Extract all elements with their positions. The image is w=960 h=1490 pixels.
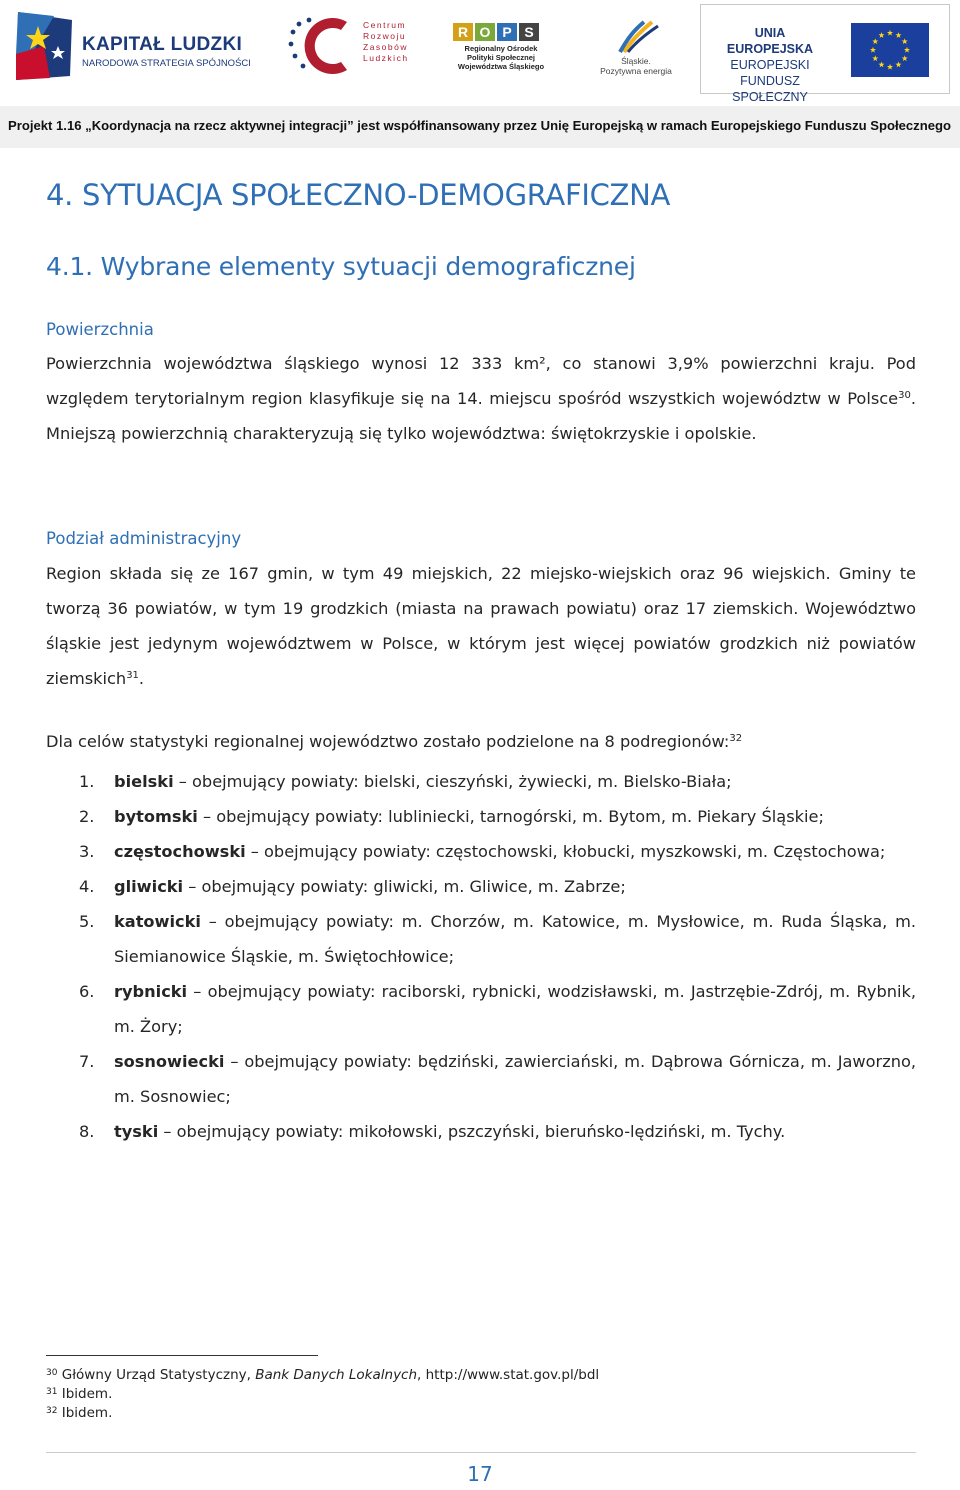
list-item-desc: – obejmujący powiaty: gliwicki, m. Gliwice, m. Zabrze; [183, 877, 626, 896]
crzl-line-4: Ludzkich [363, 53, 409, 63]
footnote-32 [46, 1404, 599, 1423]
footnote-30-link[interactable]: , http://www.stat.gov.pl/bdl [417, 1367, 600, 1383]
list-item-number: 6. [79, 982, 95, 1001]
list-item-desc: – obejmujący powiaty: bielski, cieszyński, żywiecki, m. Bielsko-Biała; [173, 772, 732, 791]
project-header-text: Projekt 1.16 „Koordynacja na rzecz aktywnej integracji” jest współfinansowany przez Unię Europejską w ramach Europejskiego Funduszu Społecznego [8, 118, 952, 133]
list-item-name: bytomski [114, 807, 198, 826]
slaskie-logo [598, 18, 674, 80]
paragraph-area-text-end: . Mniejszą powierzchnią charakteryzują się tylko województwa: świętokrzyskie i opolskie. [46, 389, 916, 443]
list-item-desc: – obejmujący powiaty: będziński, zawierciański, m. Dąbrowa Górnicza, m. Jaworzno, m. Sosnowiec; [114, 1052, 916, 1106]
eu-star-icon [887, 64, 893, 70]
page-footer-divider [46, 1452, 916, 1453]
list-item-number: 3. [79, 842, 95, 861]
rops-logo [445, 20, 557, 80]
rops-text-2: Polityki Społecznej [467, 53, 535, 62]
footnotes [46, 1366, 599, 1423]
list-item [46, 1044, 916, 1114]
subregions-intro-text: Dla celów statystyki regionalnej województwo zostało podzielone na 8 podregionów: [46, 732, 730, 751]
eu-line-3: FUNDUSZ SPOŁECZNY [732, 74, 808, 104]
list-item-name: gliwicki [114, 877, 184, 896]
list-item [46, 1114, 916, 1149]
paragraph-area-text: Powierzchnia województwa śląskiego wynosi 12 333 km², co stanowi 3,9% powierzchni kraju. Pod względem terytorialnym region klasyfikuje się na 14. miejscu spośród wszystkich województw w Polsce [46, 354, 916, 408]
footnote-30-number: 30 [46, 1368, 58, 1378]
crzl-line-2: Rozwoju [363, 31, 407, 41]
logo-bar [0, 0, 960, 104]
list-item [46, 834, 916, 869]
list-item [46, 904, 916, 974]
kapital-ludzki-subtitle: NARODOWA STRATEGIA SPÓJNOŚCI [82, 58, 251, 69]
footnote-32-text: Ibidem. [57, 1405, 113, 1421]
kapital-ludzki-flag-icon [14, 10, 76, 82]
footnote-ref-32[interactable]: 32 [729, 733, 743, 744]
subsection-title-administration: Podział administracyjny [46, 529, 242, 548]
crzl-emblem-icon [285, 14, 361, 78]
subregions-intro [46, 732, 742, 751]
project-header [0, 106, 960, 148]
footnote-31-number: 31 [46, 1387, 58, 1397]
eu-star-icon [878, 62, 884, 68]
footnote-31 [46, 1385, 599, 1404]
footnote-30-title: Bank Danych Lokalnych [255, 1367, 418, 1383]
eu-star-icon [872, 38, 878, 44]
list-item-name: katowicki [114, 912, 201, 931]
list-item-desc: – obejmujący powiaty: lubliniecki, tarnogórski, m. Bytom, m. Piekary Śląskie; [197, 807, 824, 826]
list-item-number: 4. [79, 877, 95, 896]
eu-star-icon [902, 55, 908, 61]
footnote-31-text: Ibidem. [57, 1386, 113, 1402]
eu-star-icon [878, 32, 884, 38]
section-title: 4.1. Wybrane elementy sytuacji demograficznej [46, 252, 636, 281]
rops-letter-p: P [497, 23, 517, 41]
slaskie-tagline: Pozytywna energia [600, 66, 672, 76]
list-item-number: 1. [79, 772, 95, 791]
eu-logo [700, 4, 950, 104]
slaskie-name: Śląskie. [621, 56, 651, 66]
list-item-desc: – obejmujący powiaty: raciborski, rybnicki, wodzisławski, m. Jastrzębie-Zdrój, m. Rybnik, m. Żory; [114, 982, 916, 1036]
eu-star-icon [895, 32, 901, 38]
subregions-list [46, 764, 916, 1149]
paragraph-administration [46, 556, 916, 696]
kapital-ludzki-title: KAPITAŁ LUDZKI [82, 34, 243, 55]
list-item [46, 869, 916, 904]
footnote-ref-30[interactable]: 30 [898, 390, 911, 401]
list-item [46, 974, 916, 1044]
footnote-32-number: 32 [46, 1406, 58, 1416]
list-item-number: 5. [79, 912, 95, 931]
eu-star-icon [895, 62, 901, 68]
list-item-name: tyski [114, 1122, 159, 1141]
list-item-desc: – obejmujący powiaty: m. Chorzów, m. Katowice, m. Mysłowice, m. Ruda Śląska, m. Siemianowice Śląskie, m. Świętochłowice; [114, 912, 916, 966]
paragraph-area [46, 346, 916, 451]
list-item-name: bielski [114, 772, 174, 791]
list-item [46, 764, 916, 799]
eu-star-icon [872, 55, 878, 61]
paragraph-administration-text-end: . [138, 669, 145, 688]
list-item-name: sosnowiecki [114, 1052, 225, 1071]
rops-text-1: Regionalny Ośrodek [464, 44, 538, 53]
rops-text-3: Województwa Śląskiego [457, 62, 545, 71]
crzl-line-3: Zasobów [363, 42, 408, 52]
rops-letter-r: R [453, 23, 473, 41]
rops-letter-s: S [519, 23, 539, 41]
list-item-name: rybnicki [114, 982, 188, 1001]
footnote-ref-31[interactable]: 31 [126, 670, 139, 681]
slaskie-swoosh-icon [598, 18, 674, 56]
crzl-logo [285, 14, 425, 78]
rops-letter-o: O [475, 23, 495, 41]
crzl-line-1: Centrum [363, 20, 407, 30]
footnote-30-text-a: Główny Urząd Statystyczny, [57, 1367, 256, 1383]
list-item-number: 2. [79, 807, 95, 826]
eu-star-icon [887, 30, 893, 36]
eu-flag-icon [851, 23, 929, 77]
page-number: 17 [467, 1462, 493, 1486]
eu-star-icon [904, 47, 910, 53]
footnote-30 [46, 1366, 599, 1385]
chapter-title: 4. SYTUACJA SPOŁECZNO-DEMOGRAFICZNA [46, 178, 671, 212]
eu-line-1: UNIA EUROPEJSKA [726, 26, 814, 56]
eu-star-icon [870, 47, 876, 53]
kapital-ludzki-logo [14, 10, 254, 82]
list-item-desc: – obejmujący powiaty: mikołowski, pszczyński, bieruńsko-lędziński, m. Tychy. [158, 1122, 786, 1141]
list-item-number: 8. [79, 1122, 95, 1141]
subsection-title-area: Powierzchnia [46, 320, 154, 339]
paragraph-administration-text: Region składa się ze 167 gmin, w tym 49 miejskich, 22 miejsko-wiejskich oraz 96 wiejskich. Gminy te tworzą 36 powiatów, w tym 19 grodzkich (miasta na prawach powiatu) oraz 17 ziemskich. Województwo śląskie jest jedynym województwem w Polsce, w którym jest więcej powiatów grodzkich niż powiatów ziemskich [46, 564, 916, 688]
eu-line-2: EUROPEJSKI [730, 58, 810, 72]
list-item-number: 7. [79, 1052, 95, 1071]
list-item-name: częstochowski [114, 842, 246, 861]
list-item-desc: – obejmujący powiaty: częstochowski, kłobucki, myszkowski, m. Częstochowa; [245, 842, 886, 861]
list-item [46, 799, 916, 834]
eu-star-icon [902, 38, 908, 44]
footnote-divider [46, 1355, 318, 1356]
